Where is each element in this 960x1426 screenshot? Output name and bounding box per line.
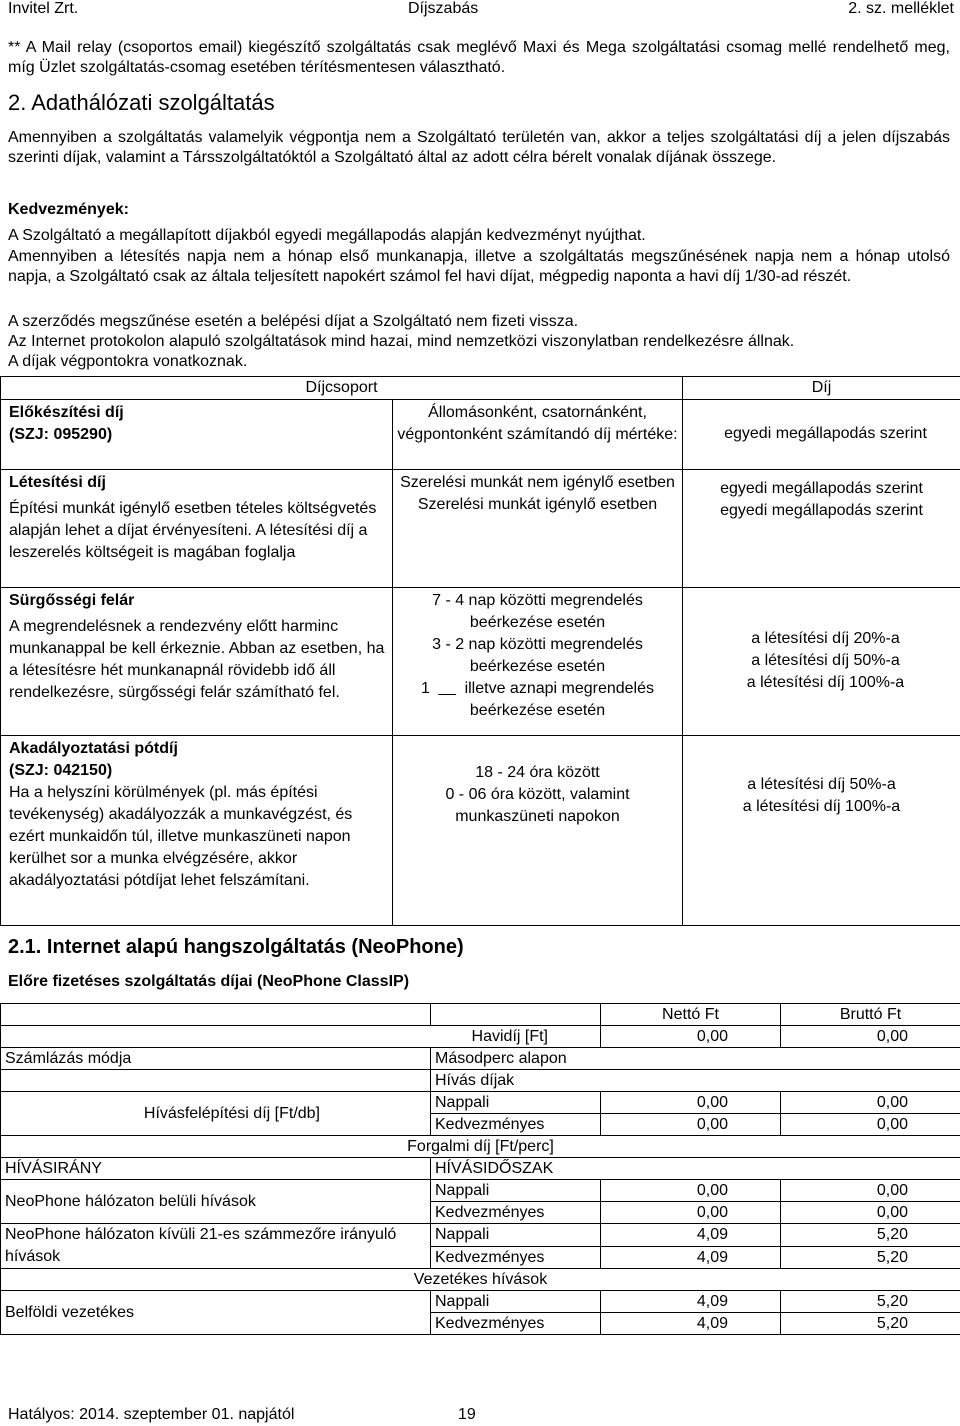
annex-label: 2. sz. melléklet — [848, 0, 954, 17]
period-peak: Nappali — [431, 1291, 601, 1313]
row-fee: a létesítési díj 20%-a — [751, 629, 900, 647]
gross-header: Bruttó Ft — [781, 1004, 960, 1026]
peak-gross: 5,20 — [781, 1224, 960, 1247]
row-condition-days: 1 — [420, 680, 430, 697]
period-peak: Nappali — [431, 1092, 601, 1114]
fee-row-preparation — [1, 400, 960, 470]
billing-value: Másodperc alapon — [431, 1048, 960, 1070]
document-title: Díjszabás — [408, 0, 479, 17]
table-row — [1, 1180, 960, 1202]
row-title: Akadályoztatási pótdíj — [9, 740, 178, 757]
mail-relay-note: ** A Mail relay (csoportos email) kiegészítő szolgáltatás csak meglévő Maxi és Mega szolgáltatási csomag mellé rendelhető meg, míg Üzlet szolgáltatás-csomag esetében térítésmentesen választható. — [8, 39, 950, 76]
setup-off-gross: 0,00 — [781, 1114, 960, 1136]
call-fees-label: Hívás díjak — [431, 1070, 960, 1092]
fee-row-installation — [1, 470, 960, 588]
billing-row — [1, 1048, 960, 1070]
row-condition: 0 - 06 óra között, valamint munkaszüneti napokon — [445, 786, 630, 825]
row-condition: Állomásonként, csatornánként, végpontonként számítandó díj mértéke: — [393, 400, 683, 470]
row-description: Ha a helyszíni körülmények (pl. más építési tevékenység) akadályozzák a munkavégzést, és ezért munkaidőn túl, illetve munkaszüneti napon kerülhet sor a munka elvégzésére, akkor akadályoztatási pótdíjat lehet felszámítani. — [9, 784, 353, 889]
setup-peak-gross: 0,00 — [781, 1092, 960, 1114]
section-2-intro: Amennyiben a szolgáltatás valamelyik végpontja nem a Szolgáltató területén van, akkor a teljes szolgáltatási díj a jelen díjszabás szerinti díjak, valamint a Társszolgáltatóktól a Szolgáltató által az adott célra bérelt vonalak díjának összege. — [8, 129, 950, 166]
row-condition: 3 - 2 nap közötti megrendelés beérkezése esetén — [432, 636, 643, 675]
peak-net: 0,00 — [601, 1180, 781, 1202]
net-header: Nettó Ft — [601, 1004, 781, 1026]
traffic-fee-row — [1, 1136, 960, 1158]
col-fee-header: Díj — [683, 377, 960, 400]
row-code: (SZJ: 095290) — [9, 426, 113, 443]
table-row — [1, 1291, 960, 1313]
period-offpeak: Kedvezményes — [431, 1202, 601, 1224]
proration-paragraph: Amennyiben a létesítés napja nem a hónap első munkanapja, illetve a szolgáltatás megszűnésének napja nem a hónap utolsó napja, a Szolgáltató csak az általa teljesített napokért számol fel havi díjat, mégpedig naponta a havi díj 1/30-ad részét. — [8, 248, 950, 285]
period-offpeak: Kedvezményes — [431, 1114, 601, 1136]
monthly-net: 0,00 — [601, 1026, 781, 1048]
fixed-calls-row — [1, 1269, 960, 1291]
peak-gross: 0,00 — [781, 1180, 960, 1202]
peak-net: 4,09 — [601, 1291, 781, 1313]
fee-table-header — [1, 377, 960, 400]
row-fee: egyedi megállapodás szerint — [720, 480, 923, 497]
setup-peak-net: 0,00 — [601, 1092, 781, 1114]
fee-row-obstruction — [1, 736, 960, 926]
row-fee: egyedi megállapodás szerint — [720, 502, 923, 519]
setup-label: Hívásfelépítési díj [Ft/db] — [1, 1092, 431, 1136]
billing-label: Számlázás módja — [1, 1048, 431, 1070]
off-net: 4,09 — [601, 1313, 781, 1335]
section-2-1-title: 2.1. Internet alapú hangszolgáltatás (NeoPhone) — [8, 936, 464, 958]
discount-paragraph: A Szolgáltató a megállapított díjakból egyedi megállapodás alapján kedvezményt nyújthat. — [8, 227, 646, 244]
page-footer — [8, 1406, 476, 1424]
direction-header: HÍVÁSIRÁNY — [1, 1158, 431, 1180]
monthly-gross: 0,00 — [781, 1026, 960, 1048]
row-condition: 18 - 24 óra között — [475, 764, 600, 781]
page-number: 19 — [458, 1406, 476, 1423]
monthly-fee-row — [1, 1026, 960, 1048]
page-header — [8, 0, 954, 20]
section-2-1-subtitle: Előre fizetéses szolgáltatás díjai (NeoPhone ClassIP) — [8, 973, 410, 990]
row-fee: a létesítési díj 50%-a — [751, 651, 900, 669]
off-gross: 5,20 — [781, 1313, 960, 1335]
row-fee: a létesítési díj 100%-a — [746, 673, 905, 691]
peak-gross: 5,20 — [781, 1291, 960, 1313]
row-description: A megrendelésnek a rendezvény előtt harminc munkanappal be kell érkeznie. Abban az esetben, ha a létesítésre hét munkanapnál rövidebb idő áll rendelkezésre, sürgősségi felár számítható fel. — [9, 618, 385, 701]
call-direction: NeoPhone hálózaton belüli hívások — [1, 1180, 431, 1224]
peak-net: 4,09 — [601, 1224, 781, 1247]
row-condition-rest: illetve aznapi megrendelés beérkezése esetén — [464, 680, 655, 719]
direction-row — [1, 1158, 960, 1180]
row-condition: Szerelési munkát igénylő esetben — [417, 496, 658, 513]
period-peak: Nappali — [431, 1180, 601, 1202]
row-title: Előkészítési díj — [9, 404, 124, 421]
setup-peak-row — [1, 1092, 960, 1114]
row-code: (SZJ: 042150) — [9, 762, 113, 779]
row-condition: Szerelési munkát nem igénylő esetben — [400, 474, 675, 491]
fee-table — [0, 376, 960, 926]
section-2-title: 2. Adathálózati szolgáltatás — [8, 90, 275, 115]
call-fees-row — [1, 1070, 960, 1092]
period-offpeak: Kedvezményes — [431, 1246, 601, 1269]
period-peak: Nappali — [431, 1224, 601, 1247]
setup-off-net: 0,00 — [601, 1114, 781, 1136]
row-fee: a létesítési díj 50%-a — [747, 776, 896, 793]
fee-row-urgency — [1, 588, 960, 736]
table-row — [1, 1224, 960, 1247]
availability-paragraph: Az Internet protokolon alapuló szolgáltatások mind hazai, mind nemzetközi viszonylatban rendelkezésre állnak. — [8, 333, 795, 350]
off-gross: 0,00 — [781, 1202, 960, 1224]
off-gross: 5,20 — [781, 1246, 960, 1269]
row-condition: 7 - 4 nap közötti megrendelés beérkezése esetén — [432, 592, 643, 631]
discounts-heading: Kedvezmények: — [8, 201, 129, 218]
price-table — [0, 1003, 960, 1335]
endpoint-paragraph: A díjak végpontokra vonatkoznak. — [8, 353, 248, 370]
row-condition — [397, 678, 678, 722]
col-group-header: Díjcsoport — [1, 377, 683, 400]
call-direction: Belföldi vezetékes — [1, 1291, 431, 1335]
price-header-row — [1, 1004, 960, 1026]
off-net: 0,00 — [601, 1202, 781, 1224]
period-header: HÍVÁSIDŐSZAK — [431, 1158, 960, 1180]
row-title: Létesítési díj — [9, 474, 106, 491]
row-description: Építési munkát igénylő esetben tételes költségvetés alapján lehet a díjat érvényesíteni. A létesítési díj a leszerelés költségeit is magában foglalja — [9, 500, 377, 561]
off-net: 4,09 — [601, 1246, 781, 1269]
monthly-label: Havidíj [Ft] — [1, 1026, 601, 1048]
call-direction: NeoPhone hálózaton kívüli 21-es számmezőre irányuló hívások — [1, 1224, 431, 1269]
row-fee: a létesítési díj 100%-a — [742, 798, 901, 815]
traffic-label: Forgalmi díj [Ft/perc] — [1, 1136, 960, 1158]
validity-date: Hatályos: 2014. szeptember 01. napjától — [8, 1406, 295, 1423]
row-title: Sürgősségi felár — [9, 592, 135, 609]
period-offpeak: Kedvezményes — [431, 1313, 601, 1335]
company-name: Invitel Zrt. — [8, 0, 79, 17]
termination-paragraph: A szerződés megszűnése esetén a belépési díjat a Szolgáltató nem fizeti vissza. — [8, 313, 579, 330]
row-fee: egyedi megállapodás szerint — [683, 400, 960, 470]
fixed-label: Vezetékes hívások — [1, 1269, 960, 1291]
